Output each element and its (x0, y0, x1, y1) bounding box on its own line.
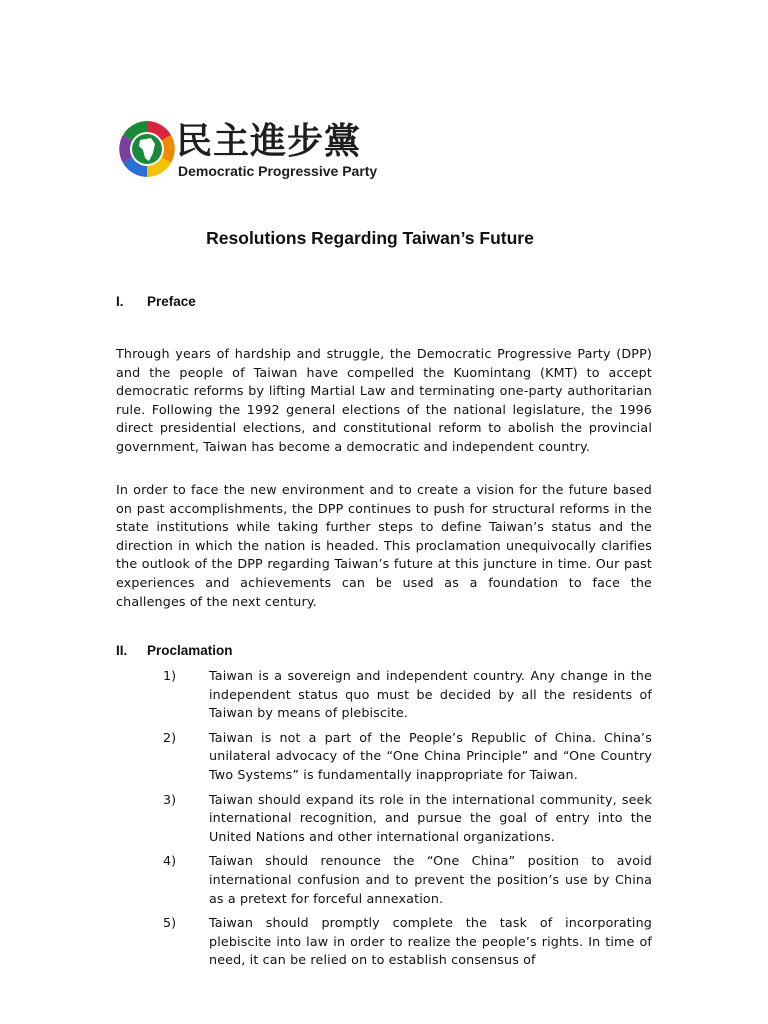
party-name-chinese: 民主進步黨 (176, 121, 362, 162)
dpp-logo (118, 120, 378, 184)
list-item-number: 5) (163, 915, 177, 931)
list-item (116, 914, 652, 970)
list-item-number: 1) (163, 668, 177, 683)
list-item-number: 2) (163, 729, 177, 745)
section-title: Preface (147, 294, 196, 309)
section-title: Proclamation (147, 643, 233, 658)
section-heading-preface (116, 293, 196, 311)
section-heading-proclamation (116, 642, 233, 660)
list-item-number: 4) (163, 853, 177, 869)
preface-paragraph-2: In order to face the new environment and to create a vision for the future based on past accomplishments, the DPP continues to push for structural reforms in the state institutions while taking further steps to define Taiwan’s status and the direction in which the nation is headed. This proclamation unequivocally clarifies the outlook of the DPP regarding Taiwan’s future at this juncture in time. Our past experiences and achievements can be used as a foundation to face the challenges of the next century. (116, 482, 652, 609)
list-item-number: 3) (163, 791, 177, 807)
list-item-text: Taiwan should expand its role in the international community, seek international recognition, and pursue the goal of entry into the United Nations and other international organizations. (209, 791, 652, 844)
list-item (116, 729, 652, 785)
proclamation-list (116, 667, 652, 976)
dpp-emblem-icon (118, 120, 176, 178)
section-number: I. (116, 294, 124, 309)
section-number: II. (116, 643, 128, 658)
list-item (116, 667, 652, 723)
list-item-text: Taiwan should promptly complete the task of incorporating plebiscite into law in order to realize the people’s rights. In time of need, it can be relied on to establish consensus of (209, 915, 652, 968)
document-title: Resolutions Regarding Taiwan’s Future (206, 228, 534, 248)
list-item-text: Taiwan is not a part of the People’s Republic of China. China’s unilateral advocacy of the “One China Principle” and “One Country Two Systems” is fundamentally inappropriate for Taiwan. (209, 729, 652, 782)
party-name-english: Democratic Progressive Party (178, 163, 378, 179)
list-item-text: Taiwan is a sovereign and independent country. Any change in the independent status quo must be decided by all the residents of Taiwan by means of plebiscite. (209, 668, 652, 721)
list-item-text: Taiwan should renounce the “One China” position to avoid international confusion and to prevent the position’s use by China as a pretext for forceful annexation. (209, 853, 652, 906)
preface-paragraph-1: Through years of hardship and struggle, the Democratic Progressive Party (DPP) and the people of Taiwan have compelled the Kuomintang (KMT) to accept democratic reforms by lifting Martial Law and terminating one-party authoritarian rule. Following the 1992 general elections of the national legislature, the 1996 direct presidential elections, and constitutional reform to abolish the provincial government, Taiwan has become a democratic and independent country. (116, 346, 652, 454)
list-item (116, 852, 652, 908)
list-item (116, 791, 652, 847)
